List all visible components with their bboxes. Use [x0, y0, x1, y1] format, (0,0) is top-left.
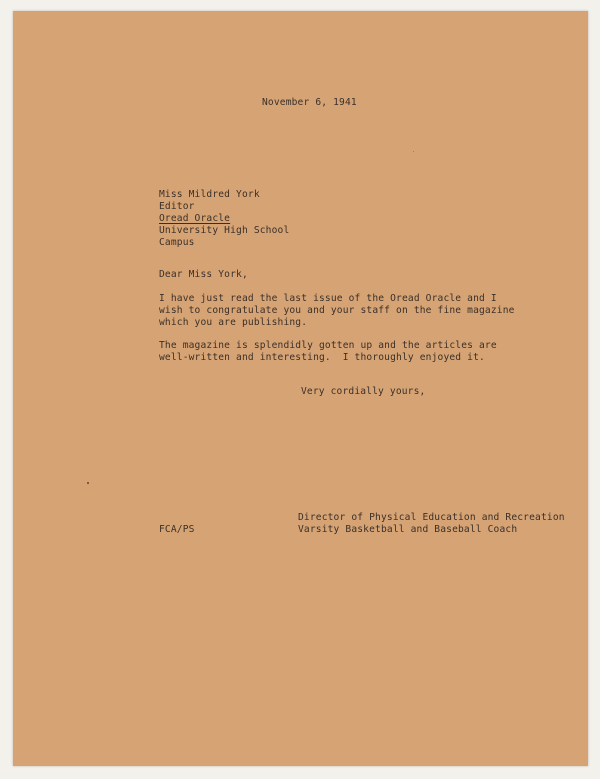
body-line: The magazine is splendidly gotten up and the articles are — [159, 340, 497, 351]
reference-initials: FCA/PS — [159, 524, 195, 535]
salutation: Dear Miss York, — [159, 269, 248, 280]
recipient-school: University High School — [159, 225, 290, 236]
signature-title-line: Varsity Basketball and Baseball Coach — [298, 524, 518, 535]
paper-speck — [413, 151, 414, 152]
body-line: well-written and interesting. I thoroughly enjoyed it. — [159, 352, 485, 363]
recipient-publication: Oread Oracle — [159, 213, 231, 224]
body-line: which you are publishing. — [159, 317, 308, 328]
letter-page — [13, 11, 588, 766]
paper-speck — [87, 482, 89, 484]
recipient-location: Campus — [159, 237, 195, 248]
recipient-name: Miss Mildred York — [159, 189, 260, 200]
closing: Very cordially yours, — [301, 386, 426, 397]
letter-date: November 6, 1941 — [262, 97, 357, 108]
body-line: I have just read the last issue of the Oread Oracle and I — [159, 293, 497, 304]
body-line: wish to congratulate you and your staff on the fine magazine — [159, 305, 515, 316]
signature-title-line: Director of Physical Education and Recreation — [298, 512, 565, 523]
recipient-title: Editor — [159, 201, 195, 212]
